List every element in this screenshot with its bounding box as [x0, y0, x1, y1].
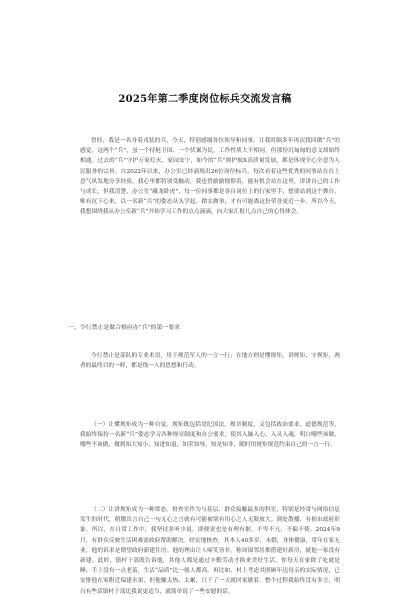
rule-intro-paragraph: 今行禁止是部队的专业术语，用于规范军人的一言一行；在地方则是懂规矩、讲规矩、守规矩，两者的最终目的一样，都是线一人的思想和行动。 — [80, 353, 340, 370]
intro-paragraph: 曾经，我是一名身着戎装的兵，今天，特别感谢各位领导和同事，让我时隔多年再次找回做“兵”的感觉，这两个“兵”，虽一个持枪卫国、一个伏案为民，工作性质大不相同，但那份沉甸甸的意义却始终相通。过去的“兵”守护万家灯火、家园安宁，如今的“兵”则护航X高质量发展，都是体现全心全意为人民服务的宗旨。自2022年以来，办公室已经涌现出26位岗位标兵，每次看着这些优秀的同事站在台上意气风发地分享经验，我心里都特别受触动，我也曾偷偷憧憬着，能有机会站在这里，讲讲自己的工作与成长，但我清楚，办公室“藏龙卧虎”，每一位同事都是各自岗位上的行家里手，想要站到这个舞台，唯有沉下心来，以一名新“兵”的姿态从头学起、踏实做事，才有可能离这份荣誉更近一步。所以今天，我想围绕我从办公室新“兵”开始学习工作的点点滴滴，向大家汇报几点自己的心得体会。 — [80, 138, 340, 216]
section-heading-1: 一、令行禁止是做合格府办“兵”的第一要求 — [68, 325, 181, 331]
document-title: 2025年第二季度岗位标兵交流发言稿 — [118, 94, 292, 105]
rule-2-paragraph: （二）让讲规矩成为一种常态。督查室作为与基层、群众接触最多的科室，特别是经常与网络信息发生的时代，稍微出言自己一句无心之言就有可能被别有用心之人无限放大。到处散播，有损市政府形象。所以，在日常工作中，我坚持多听少说，即便说也是有理有据、不卑不亢、不偏不倚。2024年9月，有群众反映生活困难需政府帮助解决。经实地核查，其本人40多岁，未婚，身体健康，常年在家无业，他的诉求是期望政府新建住房。他的理由让人啼笑皆非，称周围邻居都搭建好新房，就他一家没有新建。此时，镇村干部既告诉他，其他人都是通过辛勤劳动才换来美好生活，你每天在家除了吃就是睡，手上没有一点老茧，生活“品质”比一般人都高。再比如，村上考虑其照顾年迈母亲的实际情况，已安排他在家附近保建水果，但他嫌太热、太累，只干了一天就回家歇着。整个过程我始终没有多言，明白有些话镇村干部比我说更适当，就简单说了一些安慰的话。 — [80, 507, 340, 595]
rule-1-paragraph: （一）让懂规矩成为一种自觉。规矩既包括党纪国法、规章制度，又包括政治要求、道德规范等，我始终保持一名新“兵”姿态学习各种规章制度和办公要求，使其入脑入心、入灵入魂，明白哪些该做、哪些不该做，做到知大知小、知进知退、知荣知辱，知是知非，随时用规矩规范约束自己的一言一行。 — [80, 422, 340, 449]
